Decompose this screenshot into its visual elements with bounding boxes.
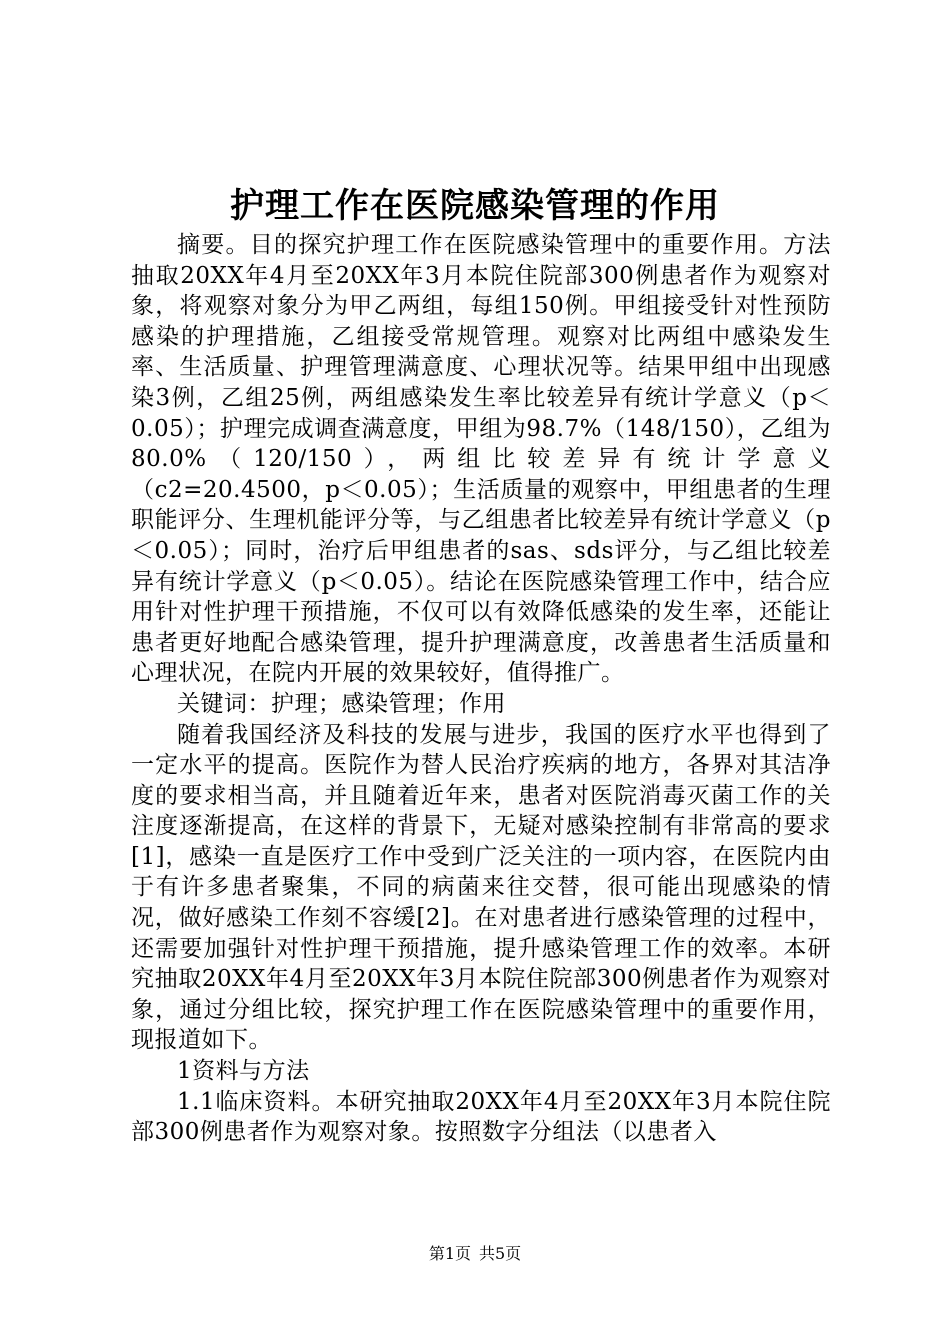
- clinical-data-paragraph: 1.1临床资料。本研究抽取20XX年4月至20XX年3月本院住院部300例患者作为观察对象。按照数字分组法（以患者入: [131, 1088, 831, 1146]
- document-body: [131, 230, 831, 1148]
- introduction-paragraph: 随着我国经济及科技的发展与进步，我国的医疗水平也得到了一定水平的提高。医院作为替人民治疗疾病的地方，各界对其洁净度的要求相当高，并且随着近年来，患者对医院消毒灭菌工作的关注度逐渐提高，在这样的背景下，无疑对感染控制有非常高的要求[1]，感染一直是医疗工作中受到广泛关注的一项内容，在医院内由于有许多患者聚集，不同的病菌来往交替，很可能出现感染的情况，做好感染工作刻不容缓[2]。在对患者进行感染管理的过程中，还需要加强针对性护理干预措施，提升感染管理工作的效率。本研究抽取20XX年4月至20XX年3月本院住院部300例患者作为观察对象，通过分组比较，探究护理工作在医院感染管理中的重要作用，现报道如下。: [131, 721, 831, 1054]
- section-heading: 1资料与方法: [177, 1058, 310, 1085]
- page-number: 第1页: [428, 1244, 471, 1263]
- page-total: 共5页: [479, 1244, 522, 1263]
- keywords-paragraph: 关键词：护理；感染管理；作用: [177, 690, 506, 717]
- page-footer: [0, 1243, 950, 1265]
- abstract-paragraph: 摘要。目的探究护理工作在医院感染管理中的重要作用。方法抽取20XX年4月至20XX年3月本院住院部300例患者作为观察对象，将观察对象分为甲乙两组，每组150例。甲组接受针对性预防感染的护理措施，乙组接受常规管理。观察对比两组中感染发生率、生活质量、护理管理满意度、心理状况等。结果甲组中出现感染3例，乙组25例，两组感染发生率比较差异有统计学意义（p＜0.05）；护理完成调查满意度，甲组为98.7%（148/150），乙组为80.0%（120/150），两组比较差异有统计学意义（c2=20.4500，p＜0.05）；生活质量的观察中，甲组患者的生理职能评分、生理机能评分等，与乙组患者比较差异有统计学意义（p＜0.05）；同时，治疗后甲组患者的sas、sds评分，与乙组比较差异有统计学意义（p＜0.05）。结论在医院感染管理工作中，结合应用针对性护理干预措施，不仅可以有效降低感染的发生率，还能让患者更好地配合感染管理，提升护理满意度，改善患者生活质量和心理状况，在院内开展的效果较好，值得推广。: [131, 232, 831, 687]
- document-title: 护理工作在医院感染管理的作用: [230, 186, 720, 226]
